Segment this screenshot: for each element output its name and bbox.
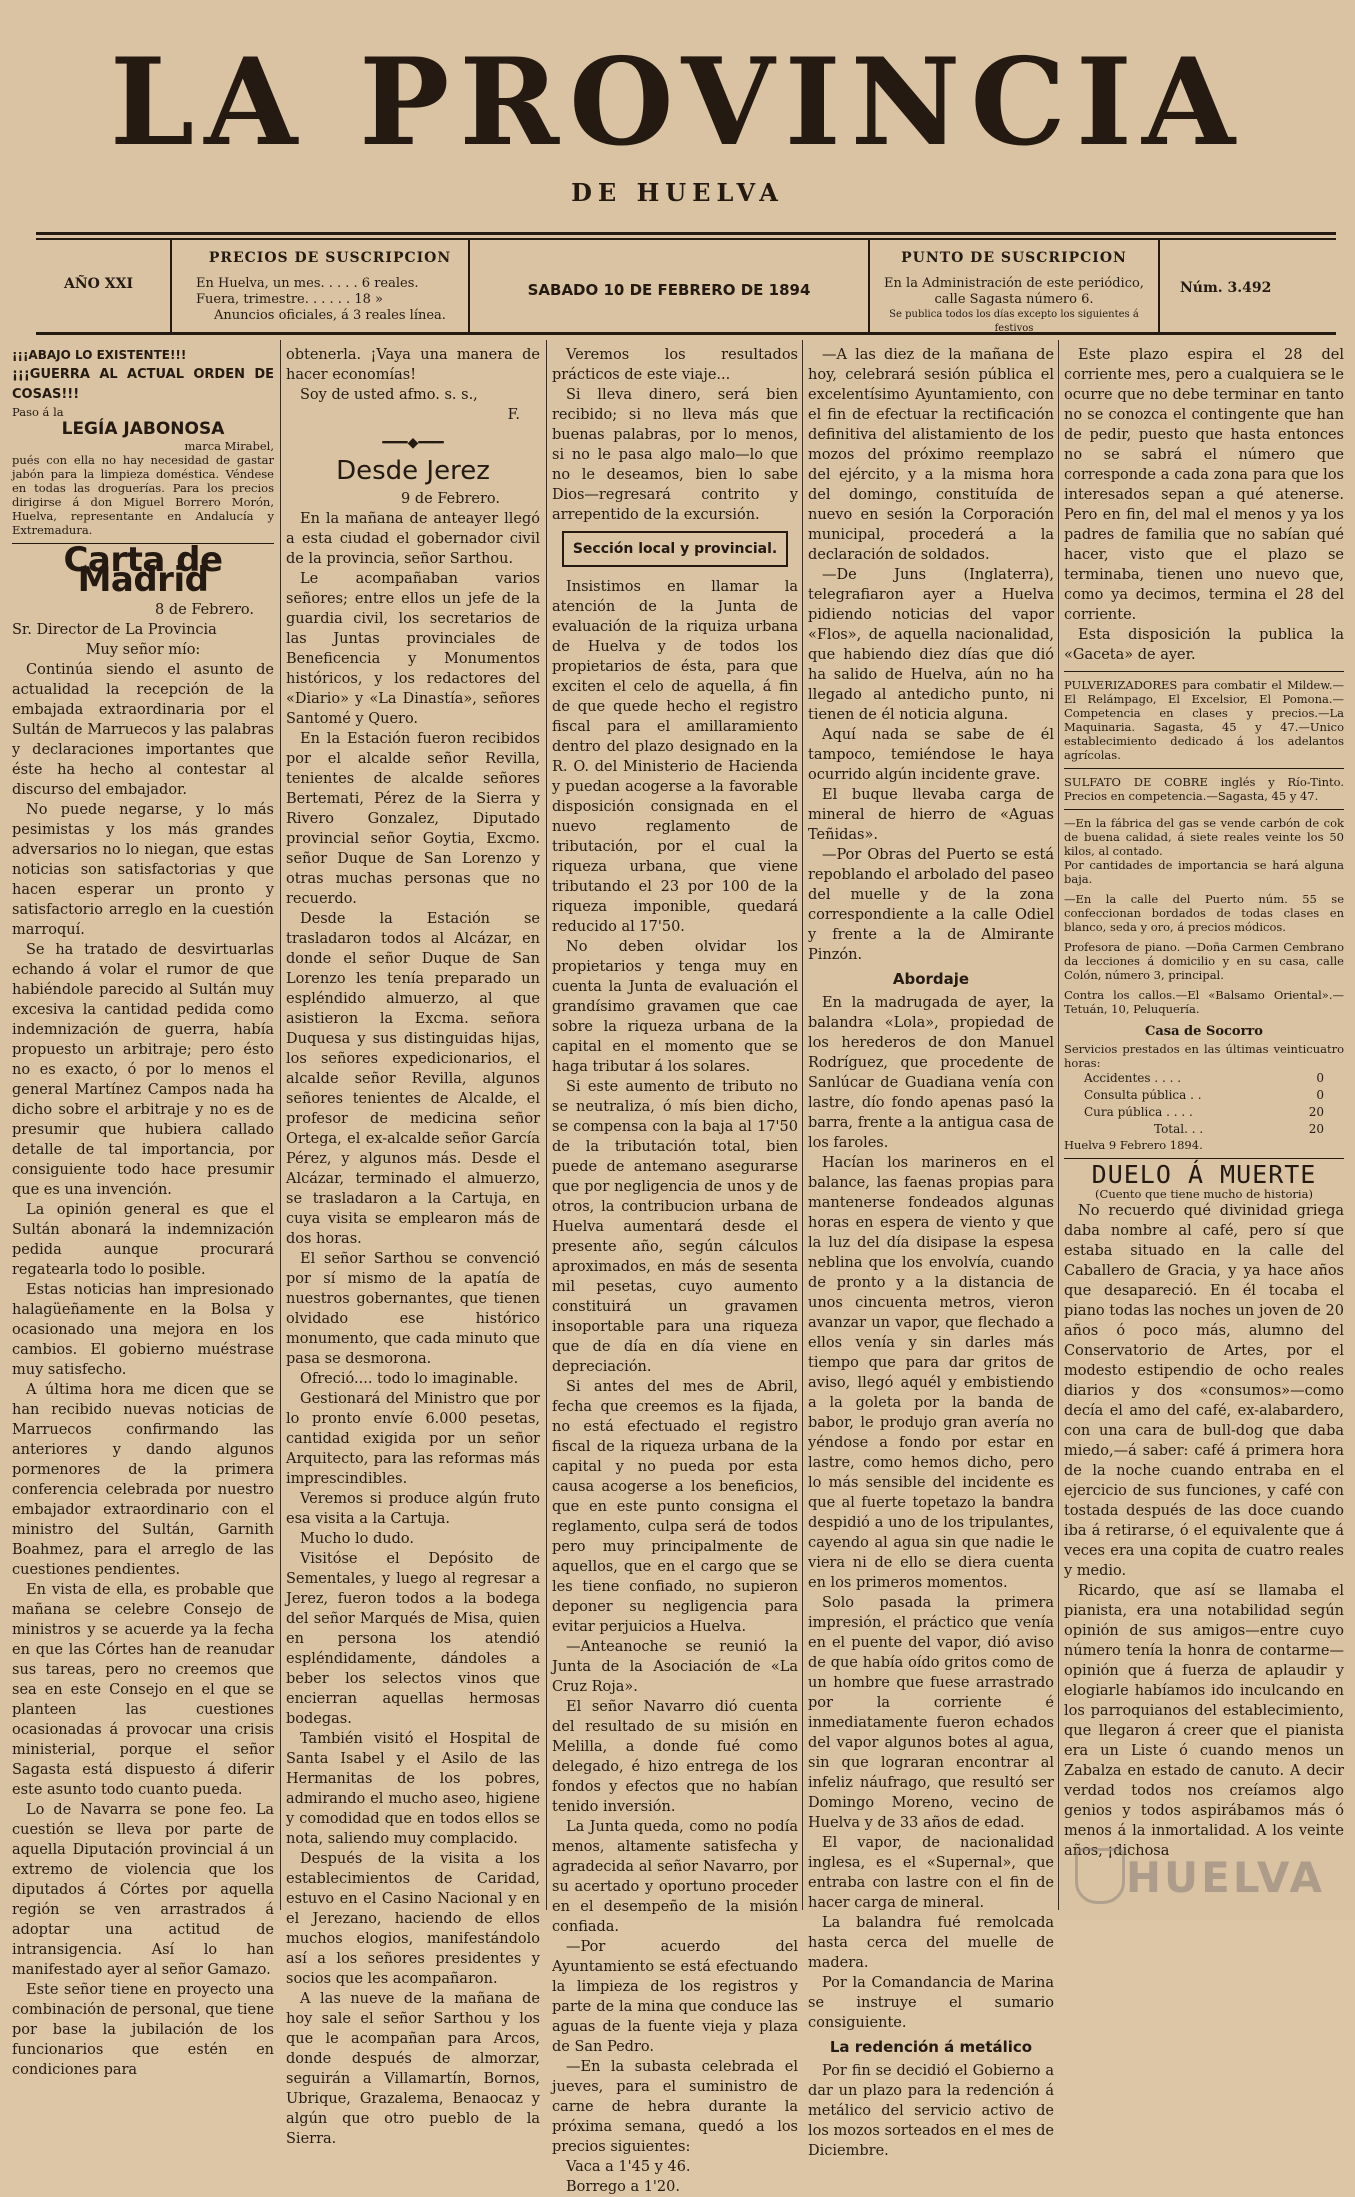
stat-row (1064, 1087, 1344, 1104)
column-rule (280, 340, 281, 1910)
paragraph: Mucho lo dudo. (300, 1531, 414, 1547)
ad-embroidery: —En la calle del Puerto núm. 55 se confeccionan bordados de todas clases en blanco, seda y oro, á precios módicos. (1064, 892, 1344, 934)
column-3 (552, 345, 798, 2195)
paragraph: Gestionará del Ministro que por lo pronto envíe 6.000 pesetas, cantidad exigida por un señor Arquitecto, para las reformas más imprescindibles. (286, 1391, 540, 1487)
paragraph: Hacían los marineros en el balance, las faenas propias para mantenerse fondeados algunas horas en espera de viento y que la luz del día disipase la espesa neblina que los envolvía, cuando de pronto y a la distancia de unos cincuenta metros, vieron avanzar un vapor, que flechado a ellos venía y sin darles más tiempo que para dar gritos de aviso, llegó aquél y embistiendo a la goleta por la banda de babor, le produjo gran avería no yéndose a fondo por estar en lastre, como hemos dicho, pero lo más sensible del incidente es que al fuerte topetazo la bandra despidió a uno de los tripulantes, cayendo al agua sin que nadie le viera ni de ello se diera cuenta en los primeros momentos. (808, 1155, 1054, 1591)
paragraph: También visitó el Hospital de Santa Isabel y el Asilo de las Hermanitas de los pobres, admirando el mucho aseo, higiene y comodidad que en todos ellos se nota, saliendo muy complacido. (286, 1731, 540, 1847)
divider (1064, 671, 1344, 672)
masthead-subtitle: DE HUELVA (571, 178, 784, 207)
paragraph: La balandra fué remolcada hasta cerca del muelle de madera. (808, 1915, 1054, 1971)
header-bottom-rule (36, 332, 1336, 335)
stat-value: 0 (1316, 1088, 1324, 1102)
paragraph: No deben olvidar los propietarios y tenga muy en cuenta la Junta de evaluación el grandísimo gravamen que cae sobre la riqueza urbana de la capital en el momento que se haga tributar á los solares. (552, 939, 798, 1075)
ad-line: ¡¡¡GUERRA AL ACTUAL ORDEN DE COSAS!!! (12, 367, 274, 402)
prices-line: Anuncios oficiales, á 3 reales línea. (214, 308, 446, 323)
article-heading: Desde Jerez (336, 456, 490, 486)
paragraph: Soy de usted afmo. s. s., (300, 387, 478, 403)
ad-line: marca Mirabel, (184, 439, 274, 453)
paragraph: Si este aumento de tributo no se neutraliza, ó mís bien dicho, se compensa con la baja al 17'50 de la tributación total, bien puede de antemano asegurarse que por negligencia de unos y de otros, la contribucion urbana de Huelva aumentará desde el presente año, según cálculos aproximados, en más de sesenta mil pesetas, cuyo aumento constituirá un gravamen insoportable para una riqueza que de día en día viene en depreciación. (552, 1079, 798, 1375)
article-heading: Carta de Madrid (63, 540, 223, 600)
socorro-date: Huelva 9 Febrero 1894. (1064, 1138, 1203, 1152)
header-top-rule-2 (36, 238, 1336, 240)
paragraph: El señor Sarthou se convenció por sí mismo de la apatía de nuestros gobernantes, que tienen olvidado ese histórico monumento, que cada minuto que pasa se desmorona. (286, 1251, 540, 1367)
point-line: calle Sagasta número 6. (934, 292, 1094, 307)
ad-gas-factory: —En la fábrica del gas se vende carbón de cok de buena calidad, á siete reales veinte los 50 kilos, al contado. (1064, 816, 1344, 858)
paragraph: Ricardo, que así se llamaba el pianista, era una notabilidad según opinión de sus amigos—entre cuyo número tenía la honra de contarme—opinión que á fuerza de aplaudir y elogiarle habíamos ido inculcando en los parroquianos del establecimiento, que llegaron á creer que el pianista era un Liste ó cuando menos un Zabalza en estado de canuto. A decir verdad todos nos creíamos algo genios y todos aspirábamos más ó menos á la inmortalidad. A los veinte años, ¡dichosa (1064, 1583, 1344, 1859)
column-rule (1058, 340, 1059, 1910)
prices-line: Fuera, trimestre. . . . . . 18 » (196, 292, 383, 307)
paragraph: Continúa siendo el asunto de actualidad la recepción de la embajada extraordinaria por el Sultán de Marruecos y las palabras y declaraciones importantes que éste ha hecho al contestar al discurso del embajador. (12, 662, 274, 798)
paragraph: Solo pasada la primera impresión, el práctico que venía en el puente del vapor, dió aviso de que había oído gritos como de un hombre que fuese arrastrado por la corriente é inmediatamente fueron echados del vapor algunos botes al agua, sin que lograran encontrar al infeliz náufrago, que resultó ser Domingo Moreno, vecino de Huelva y de 33 años de edad. (808, 1595, 1054, 1831)
paragraph: Desde la Estación se trasladaron todos al Alcázar, en donde el señor Duque de San Lorenzo les tenía preparado un espléndido almuerzo, al que asistieron la Excma. señora Duquesa y sus distinguidas hijas, los señores expedicionarios, el alcalde señor Revilla, algunos señores tenientes de Alcalde, el profesor de medicina señor Ortega, el ex-alcalde señor García Pérez, y algunos más. Desde el Alcázar, terminado el almuerzo, se trasladaron a la Cartuja, en cuya visita se emplearon más de dos horas. (286, 911, 540, 1247)
paragraph: A última hora me dicen que se han recibido nuevas noticias de Marruecos confirmando las anteriores y dando algunos pormenores de la primera conferencia celebrada por nuestro embajador extraordinario con el ministro del Sultán, Garnith Boahmez, para el arreglo de las cuestiones pendientes. (12, 1382, 274, 1578)
paragraph: A las nueve de la mañana de hoy sale el señor Sarthou y los que le acompañan para Arcos, donde después de almorzar, seguirán a Villamartín, Bornos, Ubrique, Grazalema, Benaocaz y algún que otro pueblo de la Sierra. (286, 1991, 540, 2147)
paragraph: —Por acuerdo del Ayuntamiento se está efectuando la limpieza de los registros y parte de la mina que conduce las aguas de la fuente vieja y plaza de San Pedro. (552, 1939, 798, 2055)
column-4 (808, 345, 1054, 2159)
paragraph: Veremos si produce algún fruto esa visita a la Cartuja. (286, 1491, 540, 1527)
ad-callos: Contra los callos.—El «Balsamo Oriental».—Tetuán, 10, Peluquería. (1064, 988, 1344, 1016)
paragraph: Borrego a 1'20. (566, 2179, 680, 2195)
socorro-subtitle: Servicios prestados en las últimas veinticuatro horas: (1064, 1042, 1344, 1070)
paragraph: En la Estación fueron recibidos por el alcalde señor Revilla, tenientes de alcalde señores Bertemati, Pérez de la Sierra y Rivero Gonzalez, Diputado provincial señor Goytia, Excmo. señor Duque de San Lorenzo y otras muchas personas que no recuerdo. (286, 731, 540, 907)
paragraph: El señor Navarro dió cuenta del resultado de su misión en Melilla, a donde fué como delegado, é hizo entrega de los fondos y efectos que no habían tenido inversión. (552, 1699, 798, 1815)
library-watermark: HUELVA (1125, 1853, 1325, 1902)
column-rule (546, 340, 547, 1910)
paragraph: La Junta queda, como no podía menos, altamente satisfecha y agradecida al señor Navarro, por su acertado y oportuno proceder en el desempeño de la misión confiada. (552, 1819, 798, 1935)
paragraph: Estas noticias han impresionado halagüeñamente en la Bolsa y ocasionado una mejora en los cambios. El gobierno muéstrase muy satisfecho. (12, 1282, 274, 1378)
paragraph: Insistimos en llamar la atención de la Junta de evaluación de la riquiza urbana de Huelva y de todos los propietarios de ésta, para que exciten el celo de aquella, á fin de que quede hecho el registro fiscal para el amillaramiento dentro del plazo designado en la R. O. del Ministerio de Hacienda y puedan acogerse a la favorable disposición consignada en el nuevo reglamento de tributación, por el cual la riqueza urbana, que viene tributando el 23 por 100 de la riqueza imponible, quedará reducido al 17'50. (552, 579, 798, 935)
column-5 (1064, 345, 1344, 1905)
paragraph: Visitóse el Depósito de Sementales, y luego al regresar a Jerez, fueron todos a la bodega del señor Marqués de Misa, quien en persona los atendió espléndidamente, dándoles a beber los selectos vinos que encierran aquellas hermosas bodegas. (286, 1551, 540, 1727)
issue-number: Núm. 3.492 (1180, 280, 1272, 296)
header-top-rule (36, 232, 1336, 235)
column-2 (286, 345, 540, 2147)
signature: F. (507, 407, 520, 423)
stat-label: Total. . . (1154, 1122, 1204, 1136)
paragraph: En la mañana de anteayer llegó a esta ciudad el gobernador civil de la provincia, señor Sarthou. (286, 511, 540, 567)
point-line: En la Administración de este periódico, (884, 276, 1144, 291)
socorro-title: Casa de Socorro (1145, 1024, 1263, 1039)
paragraph: No recuerdo qué divinidad griega daba nombre al café, pero sí que estaba situado en la calle del Caballero de Gracia, y ya hace años que desapareció. En él tocaba el piano todas las noches un joven de 20 años ó poco más, alumno del Conservatorio de Artes, por el modesto estipendio de ocho reales diarios y dos «consumos»—como decía el amo del café, ex-alabardero, con una cara de bull-dog que daba miedo,—á saber: café á primera hora de la noche cuando entraba en el ejercicio de sus funciones, y café con tostada después de las doce cuando iba á retirarse, ó el equivalente que á veces era una copita de cuatro reales y medio. (1064, 1203, 1344, 1579)
stat-value: 20 (1308, 1122, 1324, 1136)
paragraph: —En la subasta celebrada el jueves, para el suministro de carne de hebra durante la próxima semana, quedó a los precios siguientes: (552, 2059, 798, 2155)
paragraph: Si antes del mes de Abril, fecha que creemos es la fijada, no está efectuado el registro fiscal de la riqueza urbana de la capital y no pueda por esta causa acogerse a los beneficios, que en este punto consigna el reglamento, culpa será de todos pero muy principalmente de aquellos, que en el cargo que se les tiene confiado, no supieron deponer su negligencia para evitar perjuicios a Huelva. (552, 1379, 798, 1635)
paragraph: Después de la visita a los establecimientos de Caridad, estuvo en el Casino Nacional y en el Jerezano, haciendo de ellos muchos elogios, manifestándolo así a los señores presidentes y socios que les acompañaron. (286, 1851, 540, 1987)
ad-pulverizadores: PULVERIZADORES para combatir el Mildew.—El Relámpago, El Excelsior, El Pomona.—Competencia en clases y precios.—La Maquinaria. Sagasta, 45 y 47.—Unico establecimiento dedicado á los adelantos agrícolas. (1064, 678, 1344, 762)
issue-date: SABADO 10 DE FEBRERO DE 1894 (527, 281, 811, 299)
paragraph: Por la Comandancia de Marina se instruye el sumario consiguiente. (808, 1975, 1054, 2031)
paragraph: Por fin se decidió el Gobierno a dar un plazo para la redención á metálico del servicio activo de los mozos sorteados en el mes de Diciembre. (808, 2063, 1054, 2159)
paragraph: Ofreció.... todo lo imaginable. (300, 1371, 519, 1387)
point-title: PUNTO DE SUSCRIPCION (901, 250, 1127, 266)
masthead-title: LA PROVINCIA (109, 32, 1246, 173)
paragraph: —Por Obras del Puerto se está repoblando el arbolado del paseo del muelle y de la zona correspondiente a la calle Odiel y frente a la de Almirante Pinzón. (808, 847, 1054, 963)
paragraph: Esta disposición la publica la «Gaceta» de ayer. (1064, 627, 1344, 663)
ad-gas-factory-note: Por cantidades de importancia se hará alguna baja. (1064, 858, 1344, 886)
stat-row (1064, 1070, 1344, 1087)
ad-sulfato: SULFATO DE COBRE inglés y Río-Tinto. Precios en competencia.—Sagasta, 45 y 47. (1064, 775, 1344, 803)
subscription-point-block (880, 250, 1148, 336)
stat-row (1064, 1104, 1344, 1121)
stat-value: 20 (1308, 1105, 1324, 1119)
ad-body: pués con ella no hay necesidad de gastar jabón para la limpieza doméstica. Véndese en todas las droguerías. Para los precios dirigirse á don Miguel Borrero Morón, Huelva, representante en Andalucía y Extremadura. (12, 453, 274, 537)
paragraph: La opinión general es que el Sultán abonará la indemnización pedida aunque procurará regatearla todo lo posible. (12, 1202, 274, 1278)
article-subheading: (Cuento que tiene mucho de historia) (1095, 1187, 1313, 1201)
paragraph: Este plazo espira el 28 del corriente mes, pero a cualquiera se le ocurre que no debe terminar en tanto no se conozca el contingente que han de pedir, puesto que hasta entonces no se sabrá el número que corresponde a cada zona para que los interesados sepan a qué atenerse. Pero en fin, del mal el menos y ya los padres de familia que no sabían qué hacer, visto que el plazo se terminaba, tienen uno nuevo que, como ya decimos, termina el 28 del corriente. (1064, 347, 1344, 623)
prices-title: PRECIOS DE SUSCRIPCION (208, 250, 452, 266)
header-separator (468, 240, 470, 332)
subsection-heading: La redención á metálico (829, 2038, 1033, 2056)
article-date: 9 de Febrero. (401, 491, 500, 507)
section-heading: Sección local y provincial. (562, 531, 788, 567)
prices-line: En Huelva, un mes. . . . . 6 reales. (196, 276, 419, 291)
header-separator (170, 240, 172, 332)
ad-piano-teacher: Profesora de piano. —Doña Carmen Cembrano da lecciones á domicilio y en su casa, calle Colón, número 3, principal. (1064, 940, 1344, 982)
paragraph: Le acompañaban varios señores; entre ellos un jefe de la guardia civil, los secretarios de las Juntas provinciales de Beneficencia y Monumentos históricos, y los redactores del «Diario» y «La Dinastía», señores Santomé y Quero. (286, 571, 540, 727)
article-salutation: Muy señor mío: (85, 642, 201, 658)
stat-value: 0 (1316, 1071, 1324, 1085)
column-1 (12, 345, 274, 2078)
point-line: Se publica todos los días excepto los siguientes á festivos (889, 309, 1139, 334)
article-salutation: Sr. Director de La Provincia (12, 622, 217, 638)
paragraph: —De Juns (Inglaterra), telegrafiaron ayer a Huelva pidiendo noticias del vapor «Flos», de aquella nacionalidad, que habiendo diez días que dió ha salido de Huelva, aún no ha llegado al antedicho punto, ni tienen de él noticia alguna. (808, 567, 1054, 723)
paragraph: Este señor tiene en proyecto una combinación de personal, que tiene por base la jubilación de los funcionarios que estén en condiciones para (12, 1982, 274, 2078)
ad-line: Paso á la (12, 405, 64, 419)
paragraph: Se ha tratado de desvirtuarlas echando á volar el rumor de que habiéndole parecido al Sultán muy excesiva la cantidad pedida como indemnización de guerra, había propuesto un arbitraje; pero ésto no es exacto, ó por lo menos el general Martínez Campos nada ha dicho sobre el arbitraje y no es de presumir que hubiera callado detalle de tal importancia, por consiguiente todo hace presumir que es una invención. (12, 942, 274, 1198)
paragraph: En vista de ella, es probable que mañana se celebre Consejo de ministros y se acuerde ya la fecha en que las Córtes han de reanudar sus tareas, pero no creemos que sea en este Consejo en el que se planteen las cuestiones ocasionadas á provocar una crisis ministerial, porque el señor Sagasta está dispuesto á diferir este asunto todo cuanto pueda. (12, 1582, 274, 1798)
paragraph: Si lleva dinero, será bien recibido; si no lleva más que buenas palabras, por lo menos, si no le pasa algo malo—lo que no le deseamos, bien lo sabe Dios—regresará contrito y arrepentido de la excursión. (552, 387, 798, 523)
article-heading: DUELO Á MUERTE (1091, 1160, 1317, 1189)
divider (1064, 809, 1344, 810)
header-separator (868, 240, 870, 332)
paragraph: —Anteanoche se reunió la Junta de la Asociación de «La Cruz Roja». (552, 1639, 798, 1695)
stat-label: Cura pública . . . . (1084, 1105, 1193, 1119)
header-separator (1158, 240, 1160, 332)
ornament-divider: ━━━◆━━━ (382, 435, 444, 451)
stat-label: Accidentes . . . . (1084, 1071, 1182, 1085)
stat-label: Consulta pública . . (1084, 1088, 1202, 1102)
subsection-heading: Abordaje (892, 970, 970, 988)
library-seal-icon (1075, 1848, 1125, 1904)
prices-block (196, 250, 464, 324)
divider (1064, 1158, 1344, 1159)
paragraph: —A las diez de la mañana de hoy, celebrará sesión pública el excelentísimo Ayuntamiento, con el fin de efectuar la rectificación definitiva del alistamiento de los mozos del próximo reemplazo del ejército, y a la misma hora del domingo, constituída de nuevo en sesión la Corporación municipal, procederá a la declaración de soldados. (808, 347, 1054, 563)
paragraph: El vapor, de nacionalidad inglesa, es el «Supernal», que entraba con lastre con el fin de hacer carga de mineral. (808, 1835, 1054, 1911)
year-label: AÑO XXI (64, 276, 134, 292)
paragraph: En la madrugada de ayer, la balandra «Lola», propiedad de los herederos de don Manuel Rodríguez, que procedente de Sanlúcar de Guadiana venía con lastre, dío fondo apenas pasó la barra, frente a la antigua casa de los faroles. (808, 995, 1054, 1151)
ad-line: ¡¡¡ABAJO LO EXISTENTE!!! (12, 348, 187, 362)
paragraph: Veremos los resultados prácticos de este viaje... (552, 347, 798, 383)
article-date: 8 de Febrero. (155, 602, 254, 618)
paragraph: El buque llevaba carga de mineral de hierro de «Aguas Teñidas». (808, 787, 1054, 843)
paragraph: Vaca a 1'45 y 46. (566, 2159, 691, 2175)
ad-product-name: LEGÍA JABONOSA (61, 419, 225, 439)
paragraph: Lo de Navarra se pone feo. La cuestión se lleva por parte de aquella Diputación provincial á un extremo de violencia que los diputados á Córtes por aquella región se ven arrastrados á adoptar una actitud de intransigencia. Así lo han manifestado ayer al señor Gamazo. (12, 1802, 274, 1978)
paragraph: obtenerla. ¡Vaya una manera de hacer economías! (286, 347, 540, 383)
stat-row-total (1064, 1121, 1344, 1138)
column-rule (802, 340, 803, 1910)
paragraph: Aquí nada se sabe de él tampoco, temiéndose le haya ocurrido algún incidente grave. (808, 727, 1054, 783)
divider (1064, 768, 1344, 769)
paragraph: No puede negarse, y lo más pesimistas y los más grandes adversarios no lo niegan, que estas noticias son satisfactorias y que hacen esperar un pronto y satisfactorio arreglo en la cuestión marroquí. (12, 802, 274, 938)
